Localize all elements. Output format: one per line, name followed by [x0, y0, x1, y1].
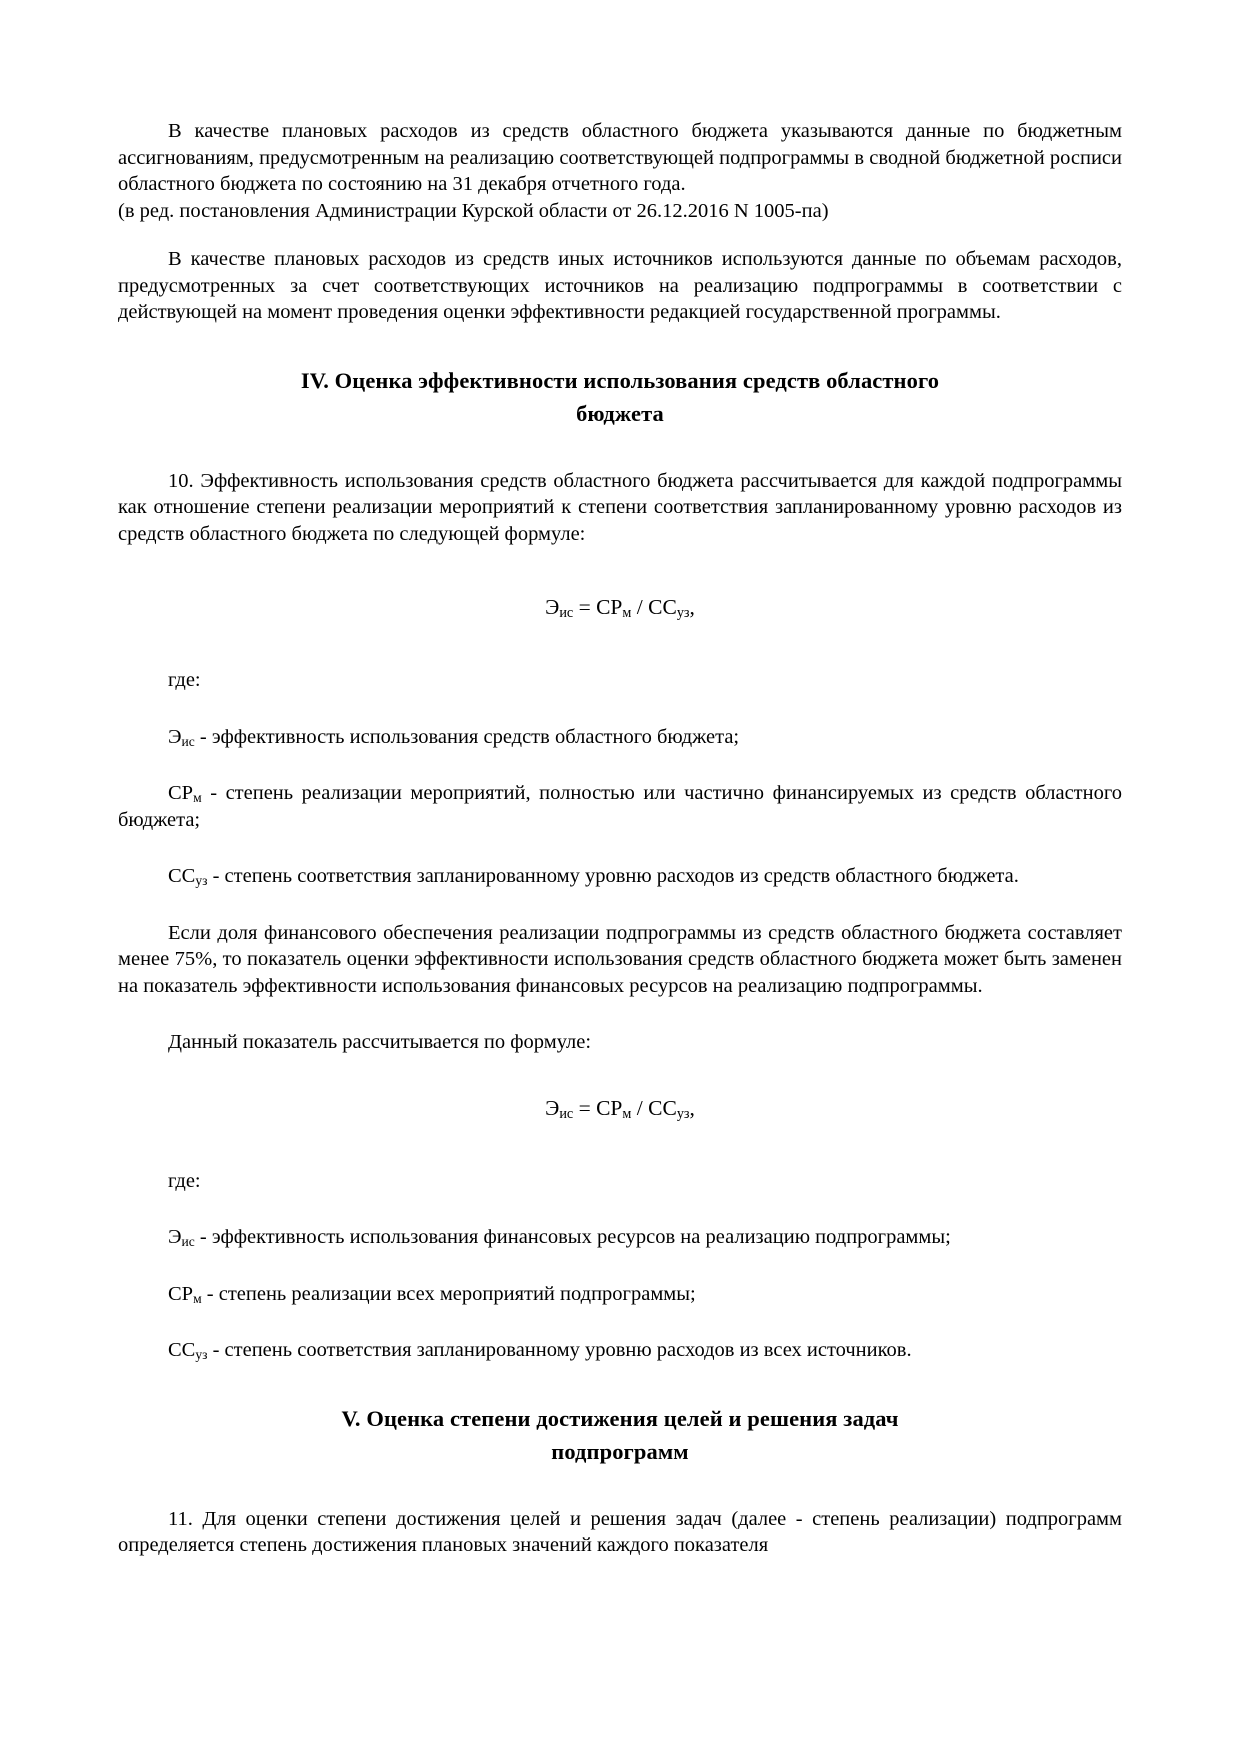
- spacer: [118, 1251, 1122, 1281]
- spacer: [118, 326, 1122, 364]
- heading-section-v: [118, 1402, 1122, 1468]
- spacer: [118, 1122, 1122, 1168]
- definition-symbol-ccuz: [168, 865, 207, 887]
- formula-1-lhs-base: Э: [545, 595, 560, 619]
- definition-degree-of-implementation-measures: [118, 780, 1122, 833]
- definition-1-0-text: - эффективность использования средств областного бюджета;: [194, 725, 740, 748]
- label-gde-2: где:: [168, 1169, 201, 1192]
- formula-efficiency-financial-resources: [118, 1094, 1122, 1122]
- formula-1-denominator-base: СС: [648, 595, 677, 619]
- definition-2-2-text: - степень соответствия запланированному уровню расходов из всех источников.: [207, 1339, 912, 1361]
- label-gde-1: где:: [168, 669, 201, 691]
- spacer: [118, 1056, 1122, 1094]
- document-body: [118, 118, 1122, 1559]
- definition-symbol-eff-2: [168, 1226, 195, 1248]
- paragraph-planned-expenses-regional-budget: В качестве плановых расходов из средств областного бюджета указываются данные по бюджетным ассигнованиям, предусмотренным на реализацию соответствующей подпрограммы в сводной бюджетной росписи областного бюджета по состоянию на 31 декабря отчетного года.: [118, 120, 1122, 195]
- amendment-note-1005-pa: (в ред. постановления Администрации Курской области от 26.12.2016 N 1005-па): [118, 199, 829, 222]
- definition-degree-all-measures: [118, 1281, 1122, 1308]
- formula-2-lhs-sub: ис: [559, 1105, 574, 1122]
- definition-symbol-eff: [168, 726, 195, 748]
- formula-2-slash: /: [631, 1095, 649, 1120]
- heading-section-v-line1: V. Оценка степени достижения целей и решения задач: [341, 1405, 899, 1431]
- definition-2-2-symbol-base: СС: [168, 1339, 196, 1361]
- formula-1-denominator-sub: уз: [676, 605, 690, 622]
- paragraph-threshold-75-percent: Если доля финансового обеспечения реализации подпрограммы из средств областного бюджета составляет менее 75%, то показатель оценки эффективности использования средств областного бюджета может быть заменен на показатель эффективности использования финансовых ресурсов на реализацию подпрограммы.: [118, 921, 1122, 997]
- spacer: [118, 430, 1122, 468]
- spacer: [118, 750, 1122, 780]
- definition-2-2-symbol-sub: уз: [195, 1346, 208, 1362]
- definition-2-0-symbol-base: Э: [168, 1226, 182, 1248]
- spacer: [118, 833, 1122, 863]
- formula-2-equals: =: [573, 1095, 597, 1120]
- spacer: [118, 547, 1122, 593]
- formula-1-numerator-base: СР: [596, 595, 623, 619]
- definition-2-1-text: - степень реализации всех мероприятий подпрограммы;: [201, 1282, 696, 1305]
- definition-1-2-symbol-sub: уз: [195, 872, 208, 888]
- formula-2-lhs-base: Э: [545, 1095, 560, 1120]
- formula-1-slash: /: [631, 595, 649, 619]
- definition-1-0-symbol-sub: ис: [181, 733, 195, 749]
- definition-1-1-symbol-sub: м: [193, 789, 202, 805]
- formula-2-numerator-base: СР: [596, 1095, 623, 1120]
- formula-2-trailing-comma: ,: [689, 1095, 695, 1120]
- definition-2-1-symbol-base: СР: [168, 1282, 194, 1305]
- heading-section-iv: [118, 364, 1122, 430]
- spacer: [118, 999, 1122, 1029]
- definition-2-0-text: - эффективность использования финансовых ресурсов на реализацию подпрограммы;: [194, 1226, 951, 1248]
- formula-efficiency-regional-budget: [118, 593, 1122, 621]
- heading-section-v-line2: подпрограмм: [551, 1438, 689, 1464]
- heading-section-iv-line2: бюджета: [576, 400, 664, 426]
- paragraph-planned-expenses-other-sources: В качестве плановых расходов из средств иных источников используются данные по объемам расходов, предусмотренных за счет соответствующих источников на реализацию подпрограммы в соответствии с действующей на момент проведения оценки эффективности редакцией государственной программы.: [118, 248, 1122, 323]
- spacer: [118, 224, 1122, 246]
- spacer: [118, 1194, 1122, 1224]
- spacer: [118, 890, 1122, 920]
- formula-1-lhs-sub: ис: [559, 605, 574, 622]
- paragraph-item-10-efficiency-calculation: 10. Эффективность использования средств областного бюджета рассчитывается для каждой подпрограммы как отношение степени реализации мероприятий к степени соответствия запланированному уровню расходов из средств областного бюджета по следующей формуле:: [118, 469, 1122, 545]
- paragraph-indicator-formula-intro: Данный показатель рассчитывается по формуле:: [168, 1031, 592, 1053]
- definition-efficiency-regional-budget: [118, 724, 1122, 751]
- formula-2-numerator-sub: м: [622, 1105, 632, 1122]
- definition-1-2-text: - степень соответствия запланированному уровню расходов из средств областного бюджета.: [207, 865, 1019, 887]
- spacer: [118, 1307, 1122, 1337]
- spacer: [118, 1468, 1122, 1506]
- formula-2-denominator-sub: уз: [676, 1105, 690, 1122]
- definition-1-2-symbol-base: СС: [168, 865, 196, 887]
- definition-1-1-text: - степень реализации мероприятий, полностью или частично финансируемых из средств областного бюджета;: [118, 782, 1122, 831]
- formula-1-numerator-sub: м: [622, 605, 632, 622]
- formula-2-denominator-base: СС: [648, 1095, 677, 1120]
- definition-1-0-symbol-base: Э: [168, 725, 182, 748]
- spacer: [118, 694, 1122, 724]
- definition-1-1-symbol-base: СР: [168, 782, 194, 804]
- definition-symbol-ccuz-2: [168, 1339, 207, 1361]
- definition-2-0-symbol-sub: ис: [181, 1233, 195, 1249]
- paragraph-item-11-degree-of-achievement: 11. Для оценки степени достижения целей и решения задач (далее - степень реализации) подпрограмм определяется степень достижения плановых значений каждого показателя: [118, 1507, 1122, 1556]
- heading-section-iv-line1: IV. Оценка эффективности использования средств областного: [300, 367, 940, 393]
- definition-degree-compliance-all-sources: [118, 1337, 1122, 1364]
- definition-2-1-symbol-sub: м: [193, 1290, 202, 1306]
- definition-symbol-cpm: [168, 782, 202, 804]
- spacer: [118, 621, 1122, 667]
- formula-1-trailing-comma: ,: [689, 595, 695, 619]
- definition-efficiency-financial-resources: [118, 1224, 1122, 1251]
- definition-degree-of-compliance-expenses: [118, 863, 1122, 890]
- spacer: [118, 1364, 1122, 1402]
- formula-1-equals: =: [573, 595, 597, 619]
- definition-symbol-cpm-2: [168, 1283, 202, 1305]
